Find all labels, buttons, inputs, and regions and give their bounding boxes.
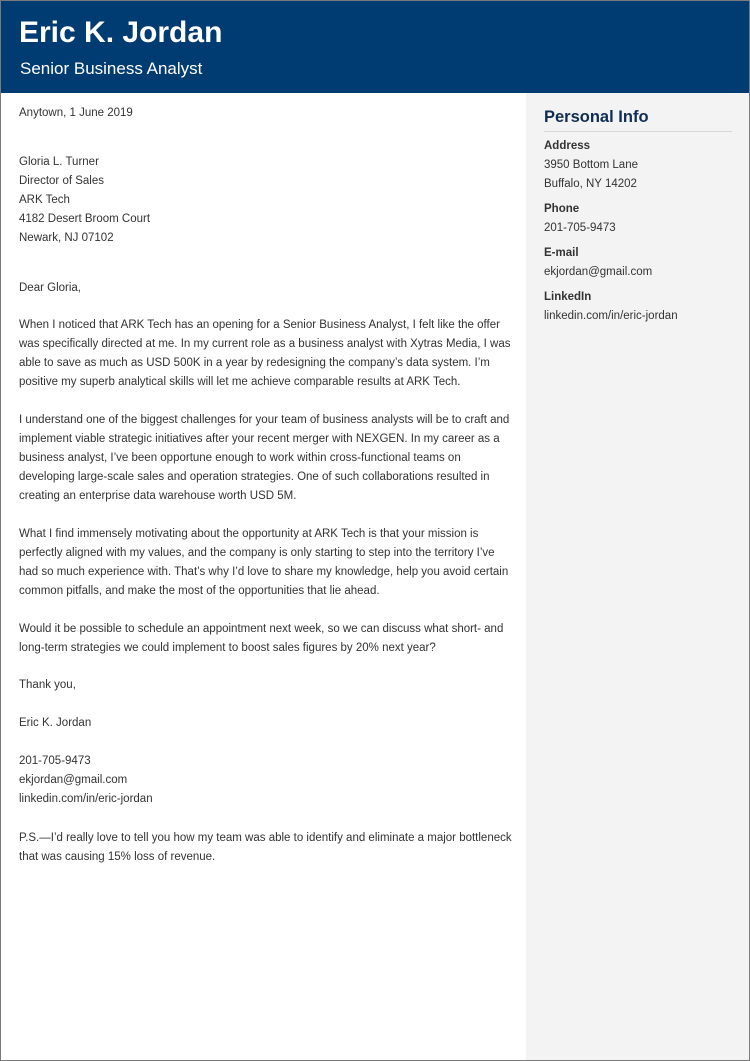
signature-phone: 201-705-9473 [19, 755, 91, 767]
paragraph-line: had so much experience with. That’s why I’d love to share my knowledge, help you avoid certain [19, 566, 509, 578]
paragraph-line: positive my superb analytical skills will let me achieve comparable results at ARK Tech. [19, 376, 461, 388]
phone-value: 201-705-9473 [544, 222, 616, 234]
email-label: E-mail [544, 247, 579, 259]
paragraph-4 [19, 620, 519, 658]
signature-email[interactable]: ekjordan@gmail.com [19, 774, 128, 786]
paragraph-line: common pitfalls, and make the most of the opportunities that lie ahead. [19, 585, 380, 597]
paragraph-line: business analyst, I’ve been opportune enough to work within cross-functional teams on [19, 452, 461, 464]
closing: Thank you, [19, 679, 76, 691]
recipient-street: 4182 Desert Broom Court [19, 213, 151, 225]
paragraph-line: creating an enterprise data warehouse worth USD 5M. [19, 490, 297, 502]
paragraph-1 [19, 316, 519, 392]
applicant-job-title: Senior Business Analyst [20, 59, 203, 78]
paragraph-line: perfectly aligned with my values, and the company is only starting to step into the territory I’ve [19, 547, 495, 559]
paragraph-2 [19, 411, 519, 506]
paragraph-3 [19, 525, 519, 601]
salutation: Dear Gloria, [19, 282, 81, 294]
signature: Eric K. Jordan [19, 717, 92, 729]
paragraph-line: developing large-scale sales and operation strategies. One of such collaborations resulted in [19, 471, 490, 483]
paragraph-line: I understand one of the biggest challenges for your team of business analysts will be to craft and [19, 414, 510, 426]
place-date: Anytown, 1 June 2019 [19, 107, 133, 119]
paragraph-line: long-term strategies we could implement to boost sales figures by 20% next year? [19, 642, 436, 654]
address-line-1: 3950 Bottom Lane [544, 159, 638, 171]
paragraph-line: was specifically directed at me. In my current role as a business analyst with Xytras Media, I was [19, 338, 511, 350]
paragraph-line: When I noticed that ARK Tech has an opening for a Senior Business Analyst, I felt like the offer [19, 319, 500, 331]
personal-info-sidebar [526, 93, 749, 1060]
paragraph-line: able to save as much as USD 500K in a year by redesigning the company’s data system. I’m [19, 357, 490, 369]
linkedin-value[interactable]: linkedin.com/in/eric-jordan [544, 310, 678, 322]
address-line-2: Buffalo, NY 14202 [544, 178, 637, 190]
paragraph-line: implement viable strategic initiatives after your recent merger with NEXGEN. In my career as a [19, 433, 500, 445]
address-label: Address [544, 140, 591, 152]
recipient-position: Director of Sales [19, 175, 105, 187]
recipient-name: Gloria L. Turner [19, 156, 99, 168]
linkedin-label: LinkedIn [544, 291, 592, 303]
paragraph-line: Would it be possible to schedule an appointment next week, so we can discuss what short- and [19, 623, 504, 635]
phone-label: Phone [544, 203, 580, 215]
applicant-name: Eric K. Jordan [19, 16, 223, 49]
paragraph-line: What I find immensely motivating about the opportunity at ARK Tech is that your mission is [19, 528, 479, 540]
paragraph-line: that was causing 15% loss of revenue. [19, 851, 216, 863]
recipient-company: ARK Tech [19, 194, 70, 206]
paragraph-line: P.S.—I’d really love to tell you how my team was able to identify and eliminate a major bottleneck [19, 832, 512, 844]
sidebar-heading: Personal Info [544, 108, 732, 132]
recipient-city: Newark, NJ 07102 [19, 232, 114, 244]
header-banner [1, 1, 749, 93]
signature-linkedin[interactable]: linkedin.com/in/eric-jordan [19, 793, 153, 805]
postscript [19, 829, 519, 867]
email-value[interactable]: ekjordan@gmail.com [544, 266, 653, 278]
